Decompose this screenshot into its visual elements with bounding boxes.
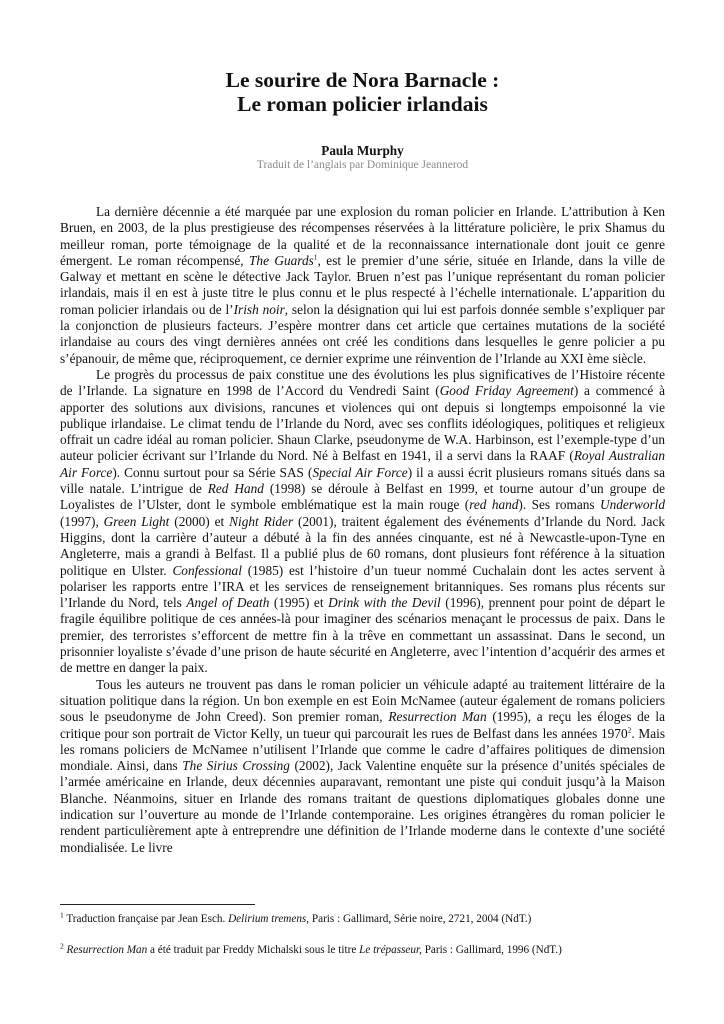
- italic-text: Delirium tremens,: [228, 913, 310, 925]
- italic-text: Drink with the Devil: [328, 595, 441, 611]
- italic-text: The Sirius Crossing: [182, 758, 290, 774]
- title-line-1: Le sourire de Nora Barnacle :: [225, 68, 500, 92]
- author-name: Paula Murphy: [321, 143, 404, 158]
- text-run: (1995), a reçu les éloges de la critique pour son portrait de Victor Kelly, un tueur qui parcourait les rues de Belfast dans les années 1970: [60, 709, 666, 741]
- title-line-2: Le roman policier irlandais: [237, 92, 488, 116]
- footnote-separator: [60, 904, 255, 905]
- text-run: (2002), Jack Valentine enquête sur la présence d’unités spéciales de l’armée américaine en Irlande, deux décennies auparavant, remontant une piste qui conduit jusqu’à la Maison Blanche. Néanmoins, situer en Irlande des romans traitant de questions diplomatiques globales donne une indication sur l’ouverture au monde de l’Irlande contemporaine. Les origines étrangères du roman policier le rendent particulièrement apte à entreprendre une définition de l’Irlande moderne dans le contexte d’une société mondialisée. Le livre: [60, 758, 666, 855]
- footnote-2: [60, 943, 665, 957]
- footnote-ref: 1: [313, 252, 318, 262]
- italic-text: Good Friday Agreement: [439, 383, 574, 399]
- text-run: (1995) et: [269, 595, 329, 611]
- text-run: ). Ses romans: [518, 497, 600, 513]
- text-run: ). Connu surtout pour sa Série SAS (: [112, 464, 313, 480]
- text-run: ) il a aussi écrit plusieurs romans situés dans sa ville natale. L’intrigue de: [60, 464, 666, 497]
- footnote-ref: 2: [60, 941, 64, 951]
- italic-text: Le trépasseur,: [359, 944, 422, 956]
- text-run: (2000) et: [169, 513, 230, 529]
- italic-text: Green Light: [103, 513, 170, 529]
- italic-text: Underworld: [599, 497, 665, 513]
- italic-text: Resurrection Man: [388, 709, 487, 725]
- italic-text: Red Hand: [207, 481, 264, 497]
- italic-text: The Guards: [249, 252, 314, 268]
- text-run: Paris : Gallimard, 1996 (NdT.): [421, 944, 562, 956]
- italic-text: Resurrection Man: [66, 944, 148, 956]
- italic-text: Irish noir: [233, 301, 285, 317]
- text-run: (1998) se déroule à Belfast en 1999, et tourne autour d’un groupe de Loyalistes de l’Ulster, dont le symbole emblématique est la main rouge (: [60, 481, 666, 513]
- text-run: (2001), traitent également des événements d’Irlande du Nord. Jack Higgins, dont la carrière d’auteur a débuté à la fin des années cinquante, est né à Newcastle-upon-Tyne en Angleterre, mais a grandi à Belfast. Il a publié plus de 60 romans, dont plusieurs font référence à la situation politique en Ulster.: [60, 513, 666, 578]
- text-run: Le progrès du processus de paix constitue une des évolutions les plus significatives de l’Histoire récente de l’Irlande. La signature en 1998 de l’Accord du Vendredi Saint (: [60, 366, 665, 399]
- italic-text: Royal Australian Air Force: [60, 448, 665, 480]
- text-run: Tous les auteurs ne trouvent pas dans le roman policier un véhicule adapté au traitement littéraire de la situation politique dans la région. Un bon exemple en est Eoin McNamee (auteur également de romans policiers sous le pseudonyme de John Creed). Son premier roman,: [60, 676, 665, 725]
- footnote-ref: 1: [60, 910, 64, 920]
- footnote-1: [60, 912, 665, 926]
- italic-text: red hand: [469, 497, 519, 513]
- text-run: Traduction française par Jean Esch.: [63, 913, 229, 925]
- text-run: (1985) est l’histoire d’un tueur nommé Cuchalain dont les actes servent à polariser les rapports entre l’IRA et les services de renseignement britanniques. Ses romans plus récents sur l’Irlande du Nord, tels: [60, 562, 665, 611]
- paragraph: [60, 677, 665, 856]
- text-run: La dernière décennie a été marquée par une explosion du roman policier en Irlande. L’attribution à Ken Bruen, en 2003, de la plus prestigieuse des récompenses réservées à la littérature policière, le prix Shamus du meilleur roman, porte témoignage de la qualité et de la reconnaissance internationale dont jouit ce genre émergent. Le roman récompensé,: [60, 204, 665, 268]
- text-run: ) a commencé à apporter des solutions aux divisions, rancunes et violences qui ont depuis si longtemps empoisonné la vie publique irlandaise. Le climat tendu de l’Irlande du Nord, avec ses conflits idéologiques, politiques et religieux offrait un cadre idéal au roman policier. Shaun Clarke, pseudonyme de W.A. Harbinson, est l’exemple-type d’un auteur policier écrivant sur l’Irlande du Nord. Né à Belfast en 1941, il a servi dans la RAAF (: [60, 383, 666, 464]
- footnote-ref: 2: [627, 725, 632, 735]
- text-run: a été traduit par Freddy Michalski sous le titre: [147, 944, 360, 956]
- paragraph: [60, 204, 665, 367]
- translator-credit: Traduit de l’anglais par Dominique Jeannerod: [256, 159, 469, 171]
- paragraph: [60, 367, 665, 677]
- text-run: , est le premier d’une série, située en Irlande, dans la ville de Galway et mettant en scène le détective Jack Taylor. Bruen n’est pas l’unique représentant du roman policier irlandais, mais il en est à juste titre le plus connu et le plus respecté à l’échelle internationale. L’apparition du roman policier irlandais ou de l’: [60, 252, 665, 317]
- italic-text: Night Rider: [229, 513, 294, 529]
- article-title: [60, 68, 665, 116]
- article-body: [60, 204, 665, 856]
- italic-text: Confessional: [172, 562, 242, 578]
- text-run: , selon la désignation qui lui est parfois donnée semble s’expliquer par la conjonction de plusieurs facteurs. J’espère montrer dans cet article que certaines mutations de la société irlandaise au cours des vingt dernières années ont créé les conditions dans lesquelles le genre policier a pu s’épanouir, de même que, réciproquement, ce dernier exprime une réinvention de l’Irlande au XXI ème siècle.: [60, 301, 665, 366]
- italic-text: Angel of Death: [186, 595, 270, 611]
- text-run: Paris : Gallimard, Série noire, 2721, 2004 (NdT.): [309, 913, 532, 925]
- text-run: . Mais les romans policiers de McNamee n’utilisent l’Irlande que comme le cadre d’affaires politiques de dimension mondiale. Ainsi, dans: [60, 725, 665, 774]
- italic-text: Special Air Force: [312, 464, 408, 480]
- text-run: (1997),: [60, 513, 104, 529]
- text-run: (1996), prennent pour point de départ le fragile équilibre politique de ces années-là pour imaginer des scénarios menaçant le processus de paix. Dans le premier, des terroristes s’efforcent de mettre fin à la trêve en commettant un assassinat. Dans le second, un prisonnier loyaliste s’évade d’une prison de haute sécurité en Angleterre, avec l’intention d’acquérir des armes et de mettre en danger la paix.: [60, 595, 665, 676]
